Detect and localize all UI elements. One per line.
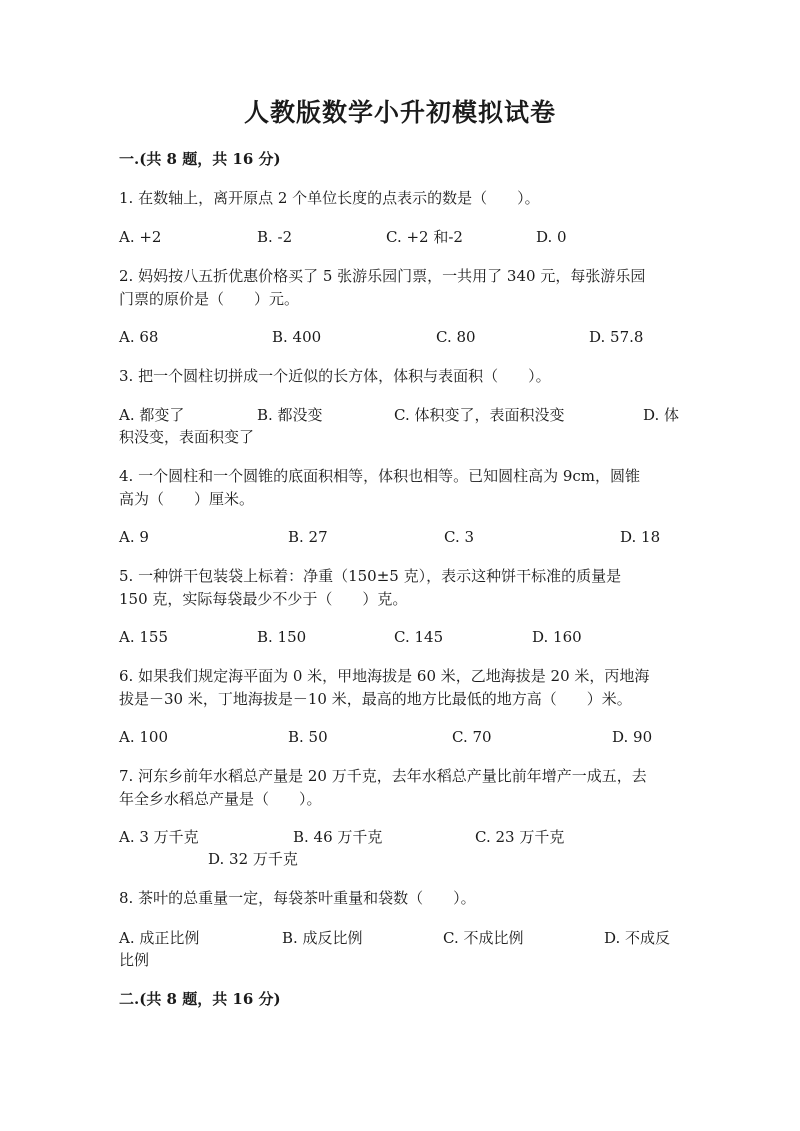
question-4-option-b: B. 27: [288, 528, 328, 546]
question-2-text-line-1: 2. 妈妈按八五折优惠价格买了 5 张游乐园门票，一共用了 340 元，每张游乐园: [119, 267, 646, 285]
question-3-text: 3. 把一个圆柱切拼成一个近似的长方体，体积与表面积（ ）。: [119, 367, 551, 385]
section-heading-2: 二.(共 8 题，共 16 分): [119, 990, 281, 1008]
question-2-option-b: B. 400: [272, 328, 322, 346]
question-4-option-d: D. 18: [620, 528, 661, 546]
question-1-option-b: B. -2: [257, 228, 293, 246]
question-8-option-d-continued: 比例: [119, 951, 150, 969]
question-2-option-d: D. 57.8: [589, 328, 644, 346]
question-5-option-c: C. 145: [394, 628, 444, 646]
question-7-option-c: C. 23 万千克: [475, 828, 565, 846]
question-5-option-b: B. 150: [257, 628, 307, 646]
question-8-text: 8. 茶叶的总重量一定，每袋茶叶重量和袋数（ ）。: [119, 889, 476, 907]
question-6: [119, 665, 679, 711]
question-5-text-line-2: 150 克，实际每袋最少不少于（ ）克。: [119, 590, 408, 608]
question-1-option-a: A. +2: [119, 228, 162, 246]
question-2-option-a: A. 68: [119, 328, 159, 346]
question-6-option-c: C. 70: [452, 728, 492, 746]
question-4-option-c: C. 3: [444, 528, 475, 546]
question-6-option-b: B. 50: [288, 728, 328, 746]
question-1-option-d: D. 0: [536, 228, 567, 246]
question-8-option-b: B. 成反比例: [282, 929, 363, 947]
question-8-option-a: A. 成正比例: [119, 929, 200, 947]
question-3-option-d: D. 体: [643, 406, 680, 424]
question-7-text-line-1: 7. 河东乡前年水稻总产量是 20 万千克，去年水稻总产量比前年增产一成五，去: [119, 767, 647, 785]
question-4-option-a: A. 9: [119, 528, 149, 546]
question-6-option-d: D. 90: [612, 728, 653, 746]
question-8-option-d: D. 不成反: [604, 929, 671, 947]
question-5-option-a: A. 155: [119, 628, 168, 646]
question-7: [119, 765, 679, 811]
question-7-text-line-2: 年全乡水稻总产量是（ ）。: [119, 790, 322, 808]
question-6-text-line-2: 拔是－30 米，丁地海拔是－10 米，最高的地方比最低的地方高（ ）米。: [119, 690, 632, 708]
question-6-option-a: A. 100: [119, 728, 168, 746]
question-3-option-a: A. 都变了: [119, 406, 185, 424]
question-7-option-d: D. 32 万千克: [208, 850, 298, 868]
question-5-text-line-1: 5. 一种饼干包装袋上标着：净重（150±5 克），表示这种饼干标准的质量是: [119, 567, 622, 585]
question-7-option-a: A. 3 万千克: [119, 828, 199, 846]
page-title: 人教版数学小升初模拟试卷: [243, 98, 556, 127]
question-7-option-b: B. 46 万千克: [293, 828, 383, 846]
question-5-option-d: D. 160: [532, 628, 582, 646]
question-2-option-c: C. 80: [436, 328, 476, 346]
question-8-option-c: C. 不成比例: [443, 929, 524, 947]
question-3-option-d-continued: 积没变，表面积变了: [119, 428, 255, 446]
question-2: [119, 265, 679, 311]
question-6-text-line-1: 6. 如果我们规定海平面为 0 米，甲地海拔是 60 米，乙地海拔是 20 米，丙地海: [119, 667, 650, 685]
question-4: [119, 465, 679, 511]
question-8: [119, 887, 679, 910]
question-1-option-c: C. +2 和-2: [386, 228, 463, 246]
question-3-option-b: B. 都没变: [257, 406, 323, 424]
section-heading-1: 一.(共 8 题，共 16 分): [119, 150, 281, 168]
question-1-text: 1. 在数轴上，离开原点 2 个单位长度的点表示的数是（ ）。: [119, 189, 540, 207]
question-1: [119, 187, 679, 210]
question-3-option-c: C. 体积变了，表面积没变: [394, 406, 565, 424]
question-4-text-line-2: 高为（ ）厘米。: [119, 490, 255, 508]
question-5: [119, 565, 679, 611]
question-2-text-line-2: 门票的原价是（ ）元。: [119, 290, 300, 308]
question-3: [119, 365, 679, 388]
question-4-text-line-1: 4. 一个圆柱和一个圆锥的底面积相等，体积也相等。已知圆柱高为 9cm，圆锥: [119, 467, 641, 485]
